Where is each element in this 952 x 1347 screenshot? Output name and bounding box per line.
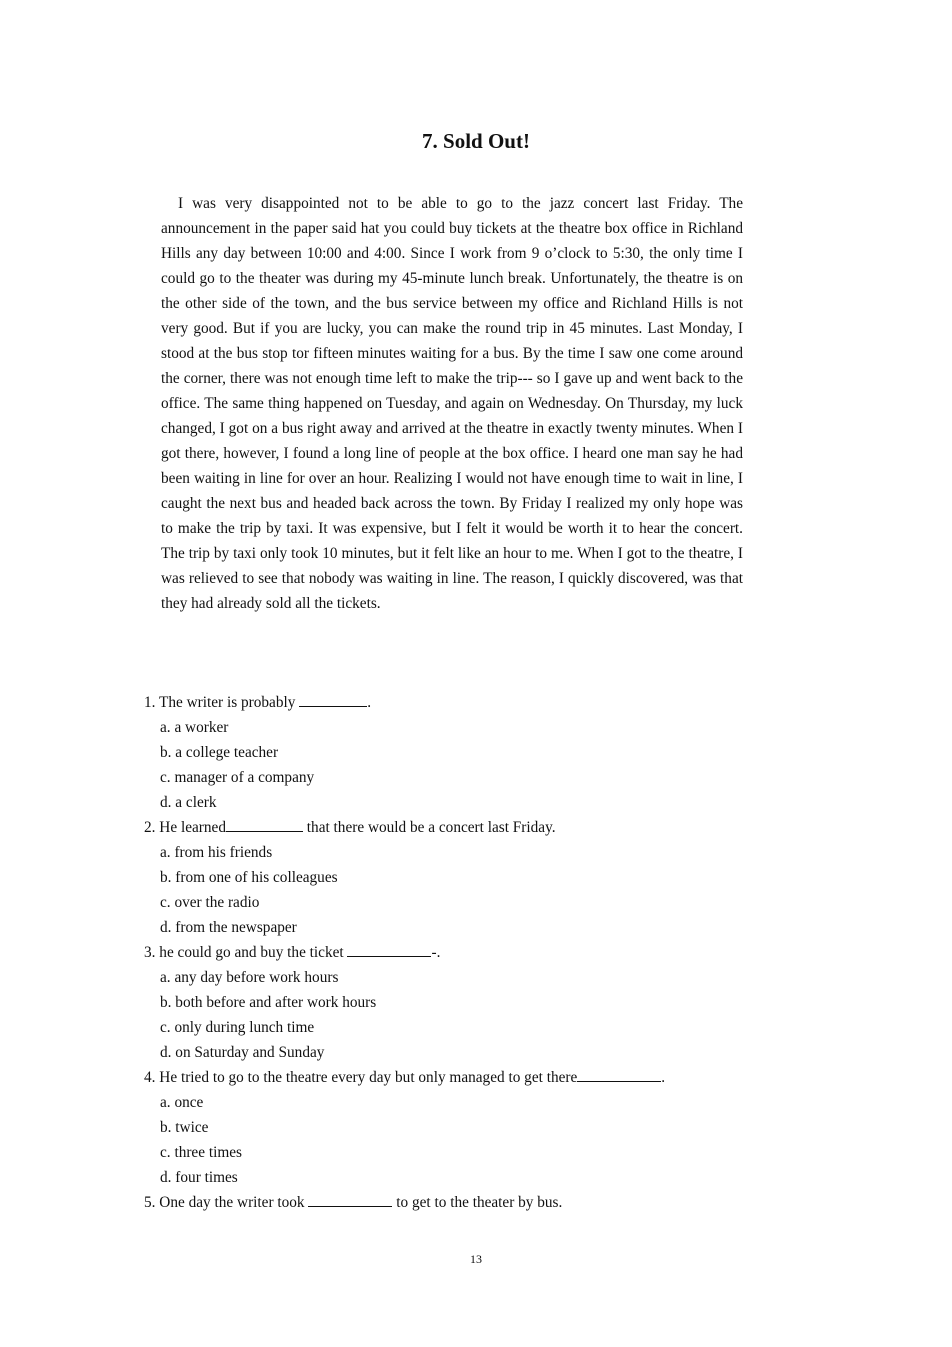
page-title: 7. Sold Out! (422, 129, 530, 153)
option-a: a. a worker (160, 719, 229, 736)
option-d: d. from the newspaper (160, 919, 297, 936)
question-text-after: . (367, 694, 372, 711)
question-item (144, 815, 784, 940)
answer-blank (347, 941, 431, 957)
option-list (144, 1090, 784, 1190)
reading-passage: I was very disappointed not to be able to go to the jazz concert last Friday. The announcement in the paper said hat you could buy tickets at the theatre box office in Richland Hills any day between 10:00 and 4:00. Since I work from 9 o’clock to 5:30, the only time I could go to the theater was during my 45-minute lunch break. Unfortunately, the theatre is on the other side of the town, and the bus service between my office and Richland Hills is not very good. But if you are lucky, you can make the round trip in 45 minutes. Last Monday, I stood at the bus stop tor fifteen minutes waiting for a bus. By the time I saw one come around the corner, there was not enough time left to make the trip--- so I gave up and went back to the office. The same thing happened on Tuesday, and again on Wednesday. On Thursday, my luck changed, I got on a bus right away and arrived at the theatre in exactly twenty minutes. When I got there, however, I found a long line of people at the box office. I heard one man say he had been waiting in line for over an hour. Realizing I would not have enough time to wait in line, I caught the next bus and headed back across the town. By Friday I realized my only hope was to make the trip by taxi. It was expensive, but I felt it would be worth it to hear the concert. The trip by taxi only took 10 minutes, but it felt like an hour to me. When I got to the theatre, I was relieved to see that nobody was waiting in line. The reason, I quickly discovered, was that they had already sold all the tickets. (161, 195, 743, 612)
question-stem (144, 1065, 784, 1090)
option-c: c. over the radio (160, 894, 260, 911)
question-stem (144, 1190, 784, 1215)
question-item (144, 940, 784, 1065)
option-b: b. twice (160, 1119, 209, 1136)
option-d: d. on Saturday and Sunday (160, 1044, 325, 1061)
question-text-after: -. (431, 944, 441, 961)
answer-blank (299, 691, 367, 707)
question-item (144, 690, 784, 815)
option-c: c. manager of a company (160, 769, 315, 786)
question-stem (144, 815, 784, 840)
question-text: 1. The writer is probably (144, 694, 300, 711)
option-c: c. only during lunch time (160, 1019, 315, 1036)
question-stem (144, 690, 784, 715)
option-list (144, 965, 784, 1065)
option-a: a. once (160, 1094, 204, 1111)
option-list (144, 715, 784, 815)
question-text-after: to get to the theater by bus. (392, 1194, 563, 1211)
question-text-after: that there would be a concert last Friday. (302, 819, 556, 836)
option-d: d. four times (160, 1169, 238, 1186)
question-list (144, 690, 784, 1215)
question-text-after: . (661, 1069, 666, 1086)
option-d: d. a clerk (160, 794, 217, 811)
question-text: 5. One day the writer took (144, 1194, 309, 1211)
page-number: 13 (470, 1252, 482, 1266)
question-text: 2. He learned (144, 819, 226, 836)
answer-blank (577, 1066, 661, 1082)
option-b: b. a college teacher (160, 744, 279, 761)
question-stem (144, 940, 784, 965)
option-b: b. from one of his colleagues (160, 869, 338, 886)
question-item (144, 1190, 784, 1215)
answer-blank (308, 1191, 392, 1207)
question-text: 4. He tried to go to the theatre every day but only managed to get there (144, 1069, 578, 1086)
question-item (144, 1065, 784, 1190)
answer-blank (226, 816, 303, 832)
option-a: a. from his friends (160, 844, 273, 861)
option-b: b. both before and after work hours (160, 994, 377, 1011)
option-a: a. any day before work hours (160, 969, 339, 986)
question-text: 3. he could go and buy the ticket (144, 944, 348, 961)
option-list (144, 840, 784, 940)
option-c: c. three times (160, 1144, 242, 1161)
